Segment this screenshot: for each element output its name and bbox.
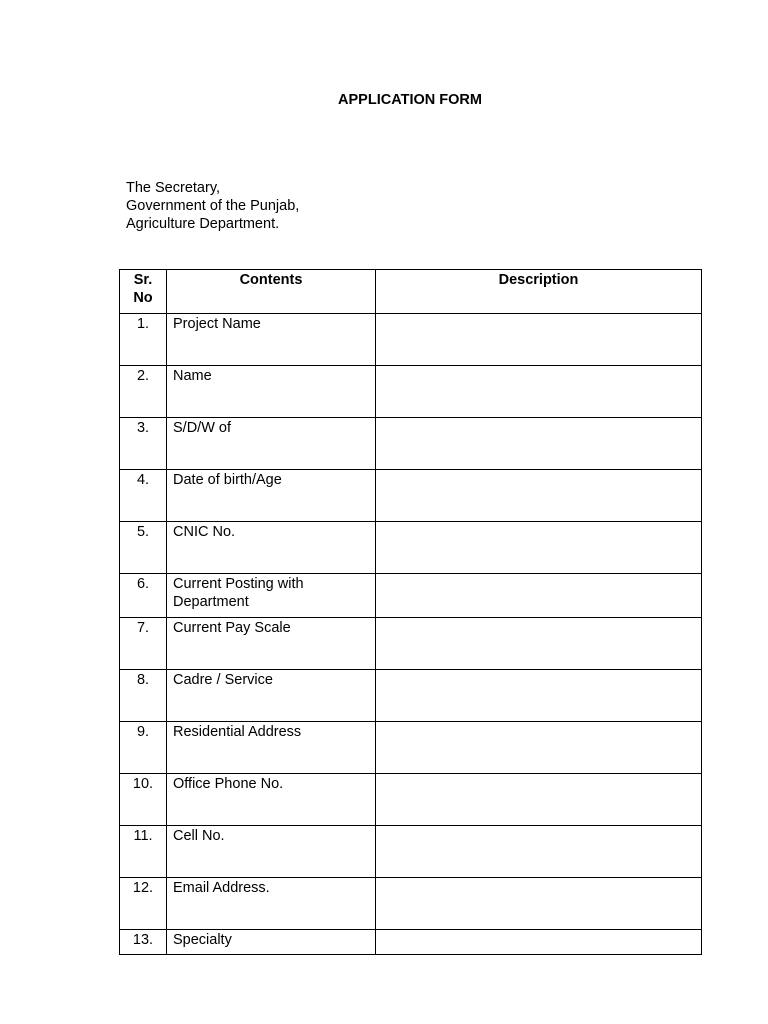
table-row [120,574,702,618]
table-row [120,670,702,722]
row-description-field[interactable] [376,366,702,418]
row-description-field[interactable] [376,722,702,774]
table-row [120,618,702,670]
table-row [120,878,702,930]
row-sr: 11. [120,826,167,878]
row-content: S/D/W of [167,418,376,470]
row-sr: 3. [120,418,167,470]
row-sr: 7. [120,618,167,670]
table-row [120,826,702,878]
row-content: Project Name [167,314,376,366]
row-sr: 12. [120,878,167,930]
row-content: Date of birth/Age [167,470,376,522]
row-sr: 4. [120,470,167,522]
row-description-field[interactable] [376,418,702,470]
row-content: Current Posting with Department [167,574,376,618]
row-content: Email Address. [167,878,376,930]
table-row [120,930,702,955]
row-content: Name [167,366,376,418]
row-description-field[interactable] [376,930,702,955]
row-sr: 9. [120,722,167,774]
row-sr: 10. [120,774,167,826]
table-row [120,774,702,826]
row-sr: 13. [120,930,167,955]
row-content: Current Pay Scale [167,618,376,670]
row-description-field[interactable] [376,522,702,574]
row-sr: 2. [120,366,167,418]
row-content: Specialty [167,930,376,955]
row-content: CNIC No. [167,522,376,574]
row-description-field[interactable] [376,826,702,878]
address-line: Government of the Punjab, [126,198,300,214]
header-contents: Contents [167,270,376,314]
row-description-field[interactable] [376,670,702,722]
address-line: Agriculture Department. [126,216,280,232]
row-description-field[interactable] [376,470,702,522]
row-sr: 5. [120,522,167,574]
row-description-field[interactable] [376,314,702,366]
row-description-field[interactable] [376,574,702,618]
header-description: Description [376,270,702,314]
row-description-field[interactable] [376,618,702,670]
row-content: Office Phone No. [167,774,376,826]
table-row [120,314,702,366]
header-sr-line1: Sr. [133,272,153,288]
row-content: Cell No. [167,826,376,878]
row-description-field[interactable] [376,878,702,930]
row-sr: 1. [120,314,167,366]
row-description-field[interactable] [376,774,702,826]
table-row [120,418,702,470]
table-row [120,366,702,418]
header-sr-line2: No [133,290,153,306]
row-content: Residential Address [167,722,376,774]
table-header-row [120,270,702,314]
row-content: Cadre / Service [167,670,376,722]
row-sr: 6. [120,574,167,618]
application-table [119,269,702,955]
header-sr-no [120,270,167,314]
table-row [120,470,702,522]
table-row [120,722,702,774]
form-title: APPLICATION FORM [338,92,482,108]
row-sr: 8. [120,670,167,722]
recipient-address [126,179,299,233]
table-row [120,522,702,574]
address-line: The Secretary, [126,180,221,196]
